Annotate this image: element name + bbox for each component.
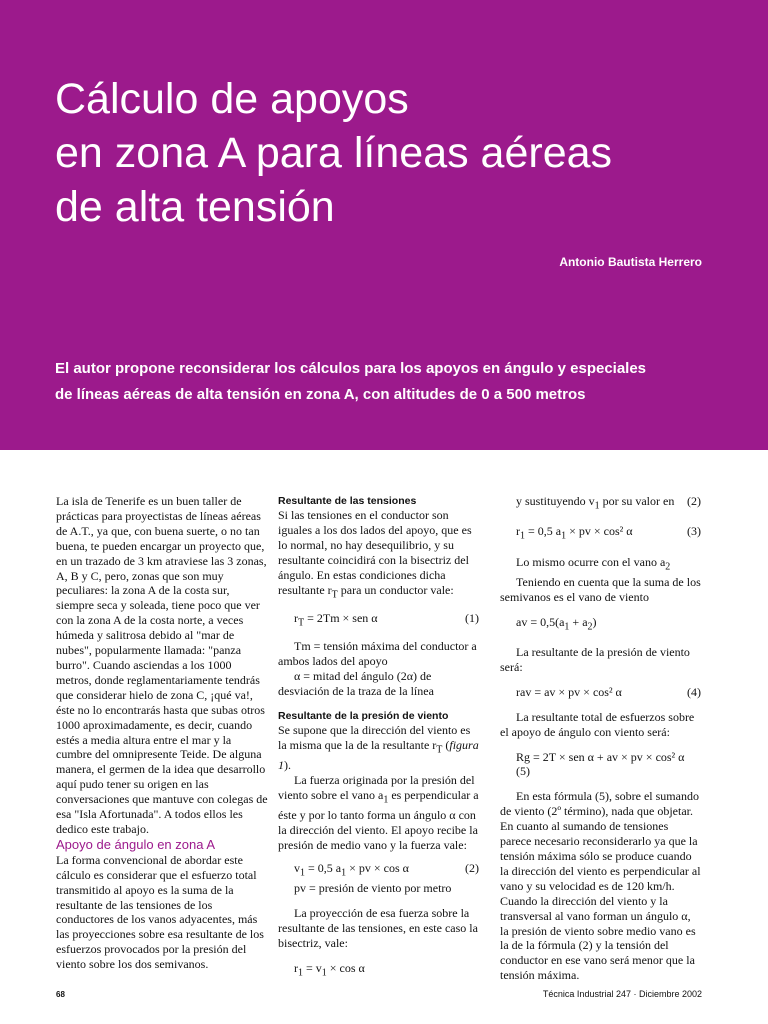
paragraph-resultante-viento: La resultante de la presión de viento será: [500, 645, 690, 674]
header-banner [0, 0, 768, 450]
paragraph-formula-5: En esta fórmula (5), sobre el sumando de viento (2º término), nada que objetar. En cuanto al sumando de tensiones parece necesario reconsiderarlo ya que la tensión máxima sólo se produce cuando la dirección del viento es perpendicular al vano y su velocidad es de 120 km/h. Cuando la dirección del viento y la transversal al vano forman un ángulo α, la presión de viento sobre medio vano es la de la fórmula (2) y la tensión del conductor en ese vano será menor que la tensión máxima. [500, 789, 701, 983]
paragraph-tensiones: Si las tensiones en el conductor son iguales a los dos lados del apoyo, que es lo normal, no hay desequilibrio, y su resultante coincidirá con la bisectriz del ángulo. En estas condiciones dicha resultante $r_T$ para un conductor vale: [278, 508, 472, 600]
lead-paragraph [55, 356, 725, 408]
equation-3: $r_1 = 0,5$ $a_1$ × pv × cos² α (3) [516, 524, 701, 542]
lead-line-2: de líneas aéreas de alta tensión en zona A, con altitudes de 0 a 500 metros [55, 386, 586, 403]
definition-alpha: α = mitad del ángulo (2α) de desviación de la traza de la línea [278, 668, 434, 698]
section-paragraph: La forma convencional de abordar este cálculo es considerar que el esfuerzo total transmitido al apoyo es la suma de la resultante de las tensiones de los conductores de los vanos adyacentes, más las proyecciones sobre esa resultante de los esfuerzos provocados por la presión del viento sobre los dos semivanos. [56, 852, 264, 972]
equation-av: av = $0,5(a_1 + a_2)$ [516, 614, 597, 633]
page-number: 68 [56, 990, 65, 999]
equation-5: Rg = 2T × sen α + av × pv × cos² α (5) [516, 749, 685, 779]
subheading-viento: Resultante de la presión de viento [278, 709, 449, 722]
definition-pv: pv = presión de viento por metro [294, 881, 452, 896]
title-line-1: Cálculo de apoyos [55, 75, 409, 123]
equation-r1: $r_1 = v_1 \times \cos \alpha$ [294, 960, 365, 979]
paragraph-proyeccion: La proyección de esa fuerza sobre la resultante de las tensiones, en este caso la bisectriz, vale: [278, 905, 478, 950]
title-line-3: de alta tensión [55, 183, 335, 231]
subheading-tensiones: Resultante de las tensiones [278, 495, 417, 507]
column-1 [56, 494, 269, 972]
definition-tm: Tm = tensión máxima del conductor a ambos lados del apoyo [278, 639, 477, 669]
column-2 [278, 494, 479, 981]
equation-4: rav = av × pv × cos² α (4) [516, 684, 701, 699]
equation-2: $v_1 = 0,5$ $a_1$ × pv × cos α (2) [294, 860, 479, 879]
article-title [55, 72, 745, 234]
column-3 [500, 494, 701, 983]
paragraph-viento-2: La fuerza originada por la presión del viento sobre el vano $a_1$ es perpendicular a éste y por lo tanto forma un ángulo α con la dirección del viento. El apoyo recibe la presión de medio vano y la fuerza vale: [278, 772, 479, 852]
lead-line-1: El autor propone reconsiderar los cálculos para los apoyos en ángulo y especiales [55, 360, 647, 377]
author-name: Antonio Bautista Herrero [559, 255, 702, 269]
title-line-2: en zona A para líneas aéreas [55, 129, 613, 177]
equation-1: $r_T = 2Tm$ × sen α (1) [294, 610, 479, 629]
section-heading: Apoyo de ángulo en zona A [56, 836, 216, 852]
paragraph-vano-a2: Lo mismo ocurre con el vano $a_2$ [516, 554, 671, 572]
journal-footer: Técnica Industrial 247 · Diciembre 2002 [542, 989, 702, 999]
intro-paragraph: La isla de Tenerife es un buen taller de prácticas para proyectistas de líneas aéreas de A.T., ya que, con buena suerte, o no tan buena, te pueden encargar un proyecto que, en un trazado de 3 km atraviese las 3 zonas, A, B y C, pero, zonas que son muy peculiares: la zona A de la costa sur, siempre seca y soleada, tiene poco que ver con la zona A de la costa norte, a veces húmeda y salitrosa debido al "mar de nubes", popularmente llamada: "panza burro". Cuando asciendas a los 1000 metros, donde reglamentariamente tendrás que considerar hielo de zona C, ¡qué va!, éste no lo encontrarás hasta que subas otros 1000 aproximadamente, es decir, cuando estés a media altura entre el mar y la cumbre del omnipresente Teide. De alguna manera, el germen de la idea que desarrollo aquí pudo tener su origen en las conversaciones que mantuve con colegas de esa "Isla Afortunada". A todos ellos les dedico este trabajo. [56, 494, 268, 836]
paragraph-resultante-total: La resultante total de esfuerzos sobre el apoyo de ángulo con viento será: [500, 709, 695, 739]
paragraph-semivanos: Teniendo en cuenta que la suma de los semivanos es el vano de viento [500, 574, 701, 604]
paragraph-sustituyendo: y sustituyendo $v_1$ por su valor en (2) [516, 494, 701, 512]
paragraph-viento-1: Se supone que la dirección del viento es la misma que la de la resultante $r_T$ (figura 1). [278, 722, 479, 772]
